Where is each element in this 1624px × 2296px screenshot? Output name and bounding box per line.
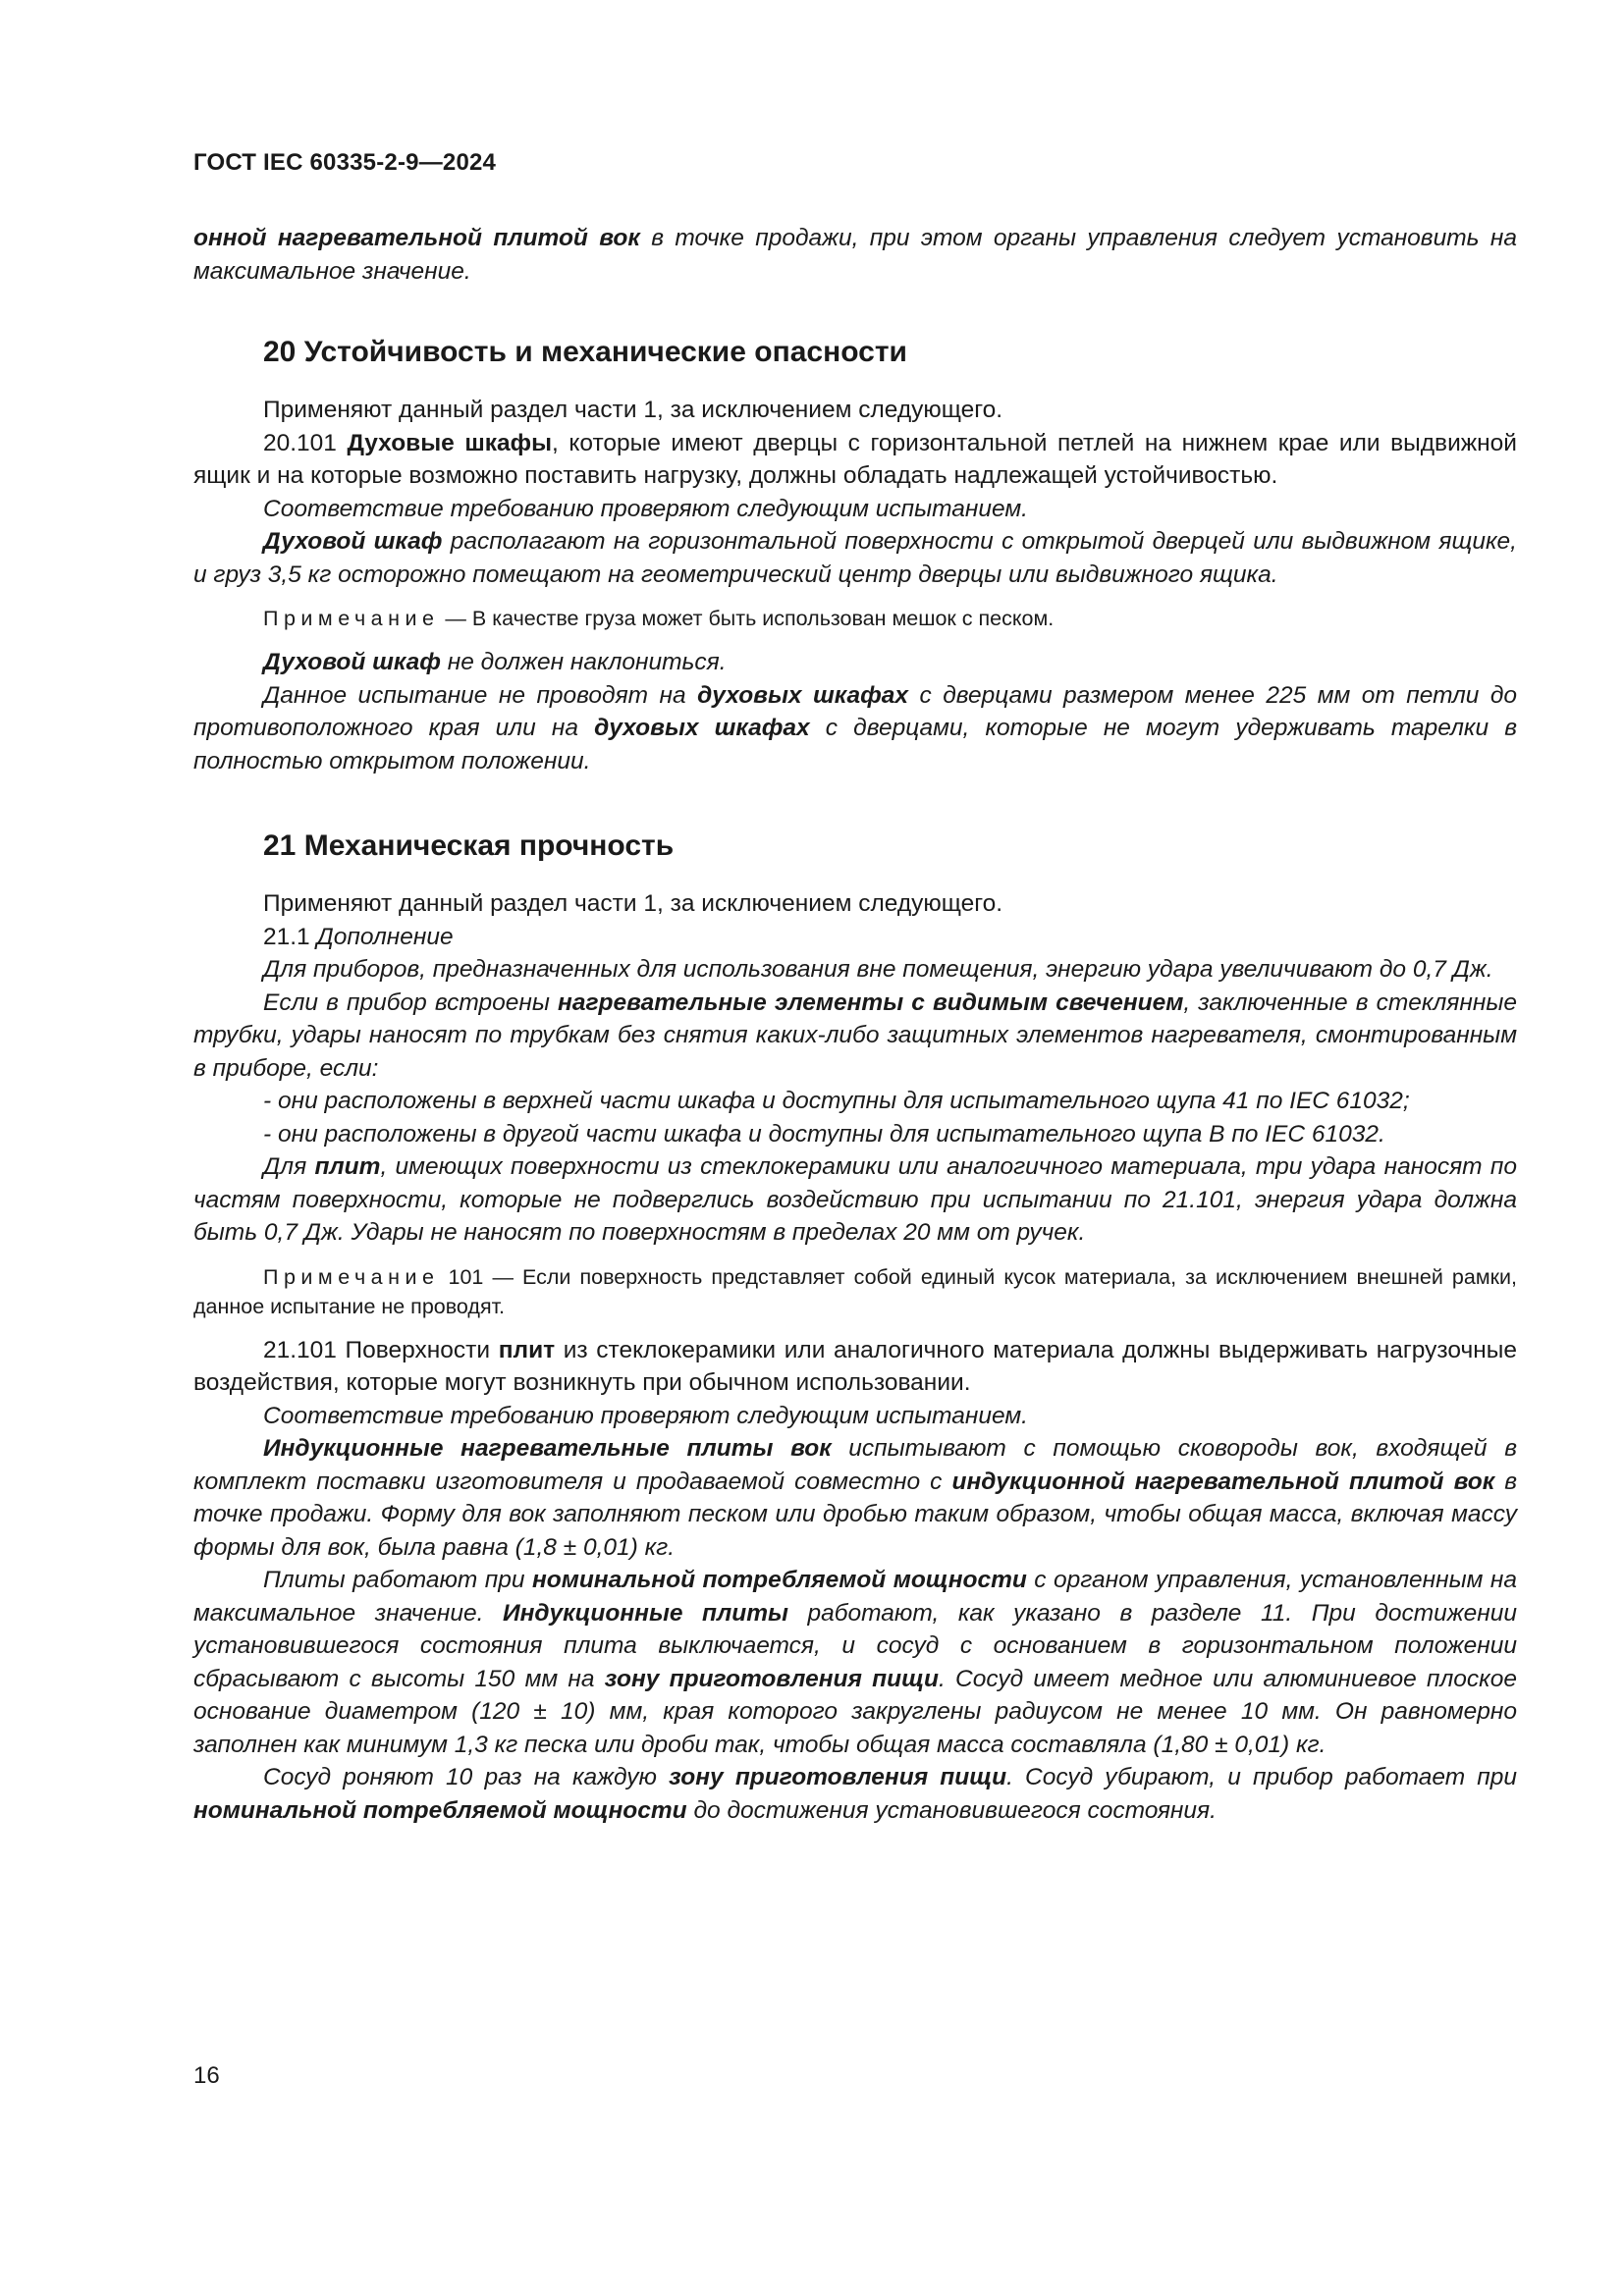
s21-applicability: Применяют данный раздел части 1, за исключением следующего. [263, 890, 1003, 917]
s20-test-procedure: Духовой шкаф располагают на горизонтальной поверхности с открытой дверцей или выдвижном ящике, и груз 3,5 кг осторожно помещают на геометрический центр дверцы или выдвижного ящика. [193, 528, 1517, 588]
s20-applicability: Применяют данный раздел части 1, за исключением следующего. [263, 397, 1003, 423]
s21-outdoor-energy: Для приборов, предназначенных для использования вне помещения, энергию удара увеличивают до 0,7 Дж. [263, 956, 1493, 983]
s20-test-exclusion: Данное испытание не проводят на духовых шкафах с дверцами размером менее 225 мм от петли до противоположного края или на духовых шкафах с дверцами, которые не могут удерживать тарелки в полностью открытом положении. [193, 681, 1518, 774]
s20-compliance: Соответствие требованию проверяют следующим испытанием. [263, 495, 1028, 522]
s21-list-item-1: - они расположены в верхней части шкафа и доступны для испытательного щупа 41 по IEC 61032; [263, 1088, 1410, 1114]
s21-glass-ceramic-hobs: Для плит, имеющих поверхности из стеклокерамики или аналогичного материала, три удара наносят по частям поверхности, которые не подверглись воздействию при испытании по 21.101, энергия удара должна быть 0,7 Дж. Удары не наносят по поверхностям в пределах 20 мм от ручек. [193, 1153, 1517, 1246]
clause-21-101: 21.101 Поверхности плит из стеклокерамики или аналогичного материала должны выдерживать нагрузочные воздействия, которые могут возникнуть при обычном использовании. [193, 1336, 1517, 1396]
s21-list-item-2: - они расположены в другой части шкафа и доступны для испытательного щупа B по IEC 61032. [263, 1120, 1385, 1148]
continued-paragraph: онной нагревательной плитой вок в точке продажи, при этом органы управления следует установить на максимальное значение. [193, 225, 1517, 285]
s21-wok-test: Индукционные нагревательные плиты вок испытывают с помощью сковороды вок, входящей в комплект поставки изготовителя и продаваемой совместно с индукционной нагревательной плитой вок в точке продажи. Форму для вок заполняют песком или дробью таким образом, чтобы общая масса, включая массу формы для вок, была равна (1,8 ± 0,01) кг. [193, 1435, 1517, 1561]
section-20-heading: 20 Устойчивость и механические опасности [263, 336, 907, 368]
s21-drop-test: Плиты работают при номинальной потребляемой мощности с органом управления, установленным на максимальное значение. Индукционные плиты работают, как указано в разделе 11. При достижении установившегося состояния плита выключается, и сосуд с основанием в горизонтальном положении сбрасывают с высоты 150 мм на зону приготовления пищи. Сосуд имеет медное или алюминиевое плоское основание диаметром (120 ± 10) мм, края которого закруглены радиусом не менее 10 мм. Он равномерно заполнен как минимум 1,3 кг песка или дроби так, чтобы общая масса составляла (1,80 ± 0,01) кг. [193, 1567, 1517, 1758]
s21-note-101: Примечание 101 — Если поверхность представляет собой единый кусок материала, за исключением внешней рамки, данное испытание не проводят. [193, 1264, 1517, 1318]
document-code-header: ГОСТ IEC 60335-2-9—2024 [193, 149, 497, 176]
s21-drop-repeat: Сосуд роняют 10 раз на каждую зону приготовления пищи. Сосуд убирают, и прибор работает при номинальной потребляемой мощности до достижения установившегося состояния. [193, 1764, 1517, 1824]
s21-visible-glow-elements: Если в прибор встроены нагревательные элементы с видимым свечением, заключенные в стеклянные трубки, удары наносят по трубкам без снятия каких-либо защитных элементов нагревателя, смонтированным в приборе, если: [193, 988, 1517, 1082]
section-21-heading: 21 Механическая прочность [263, 829, 675, 862]
s20-test-criterion: Духовой шкаф не должен наклониться. [263, 649, 727, 675]
s20-note: Примечание — В качестве груза может быть использован мешок с песком. [263, 607, 1055, 630]
page-content [193, 222, 1517, 1827]
s21-compliance: Соответствие требованию проверяют следующим испытанием. [263, 1402, 1028, 1429]
page-number: 16 [193, 2062, 220, 2089]
clause-21-1: 21.1 Дополнение [263, 923, 454, 950]
clause-20-101: 20.101 Духовые шкафы, которые имеют дверцы с горизонтальной петлей на нижнем крае или выдвижной ящик и на которые возможно поставить нагрузку, должны обладать надлежащей устойчивостью. [193, 429, 1517, 489]
